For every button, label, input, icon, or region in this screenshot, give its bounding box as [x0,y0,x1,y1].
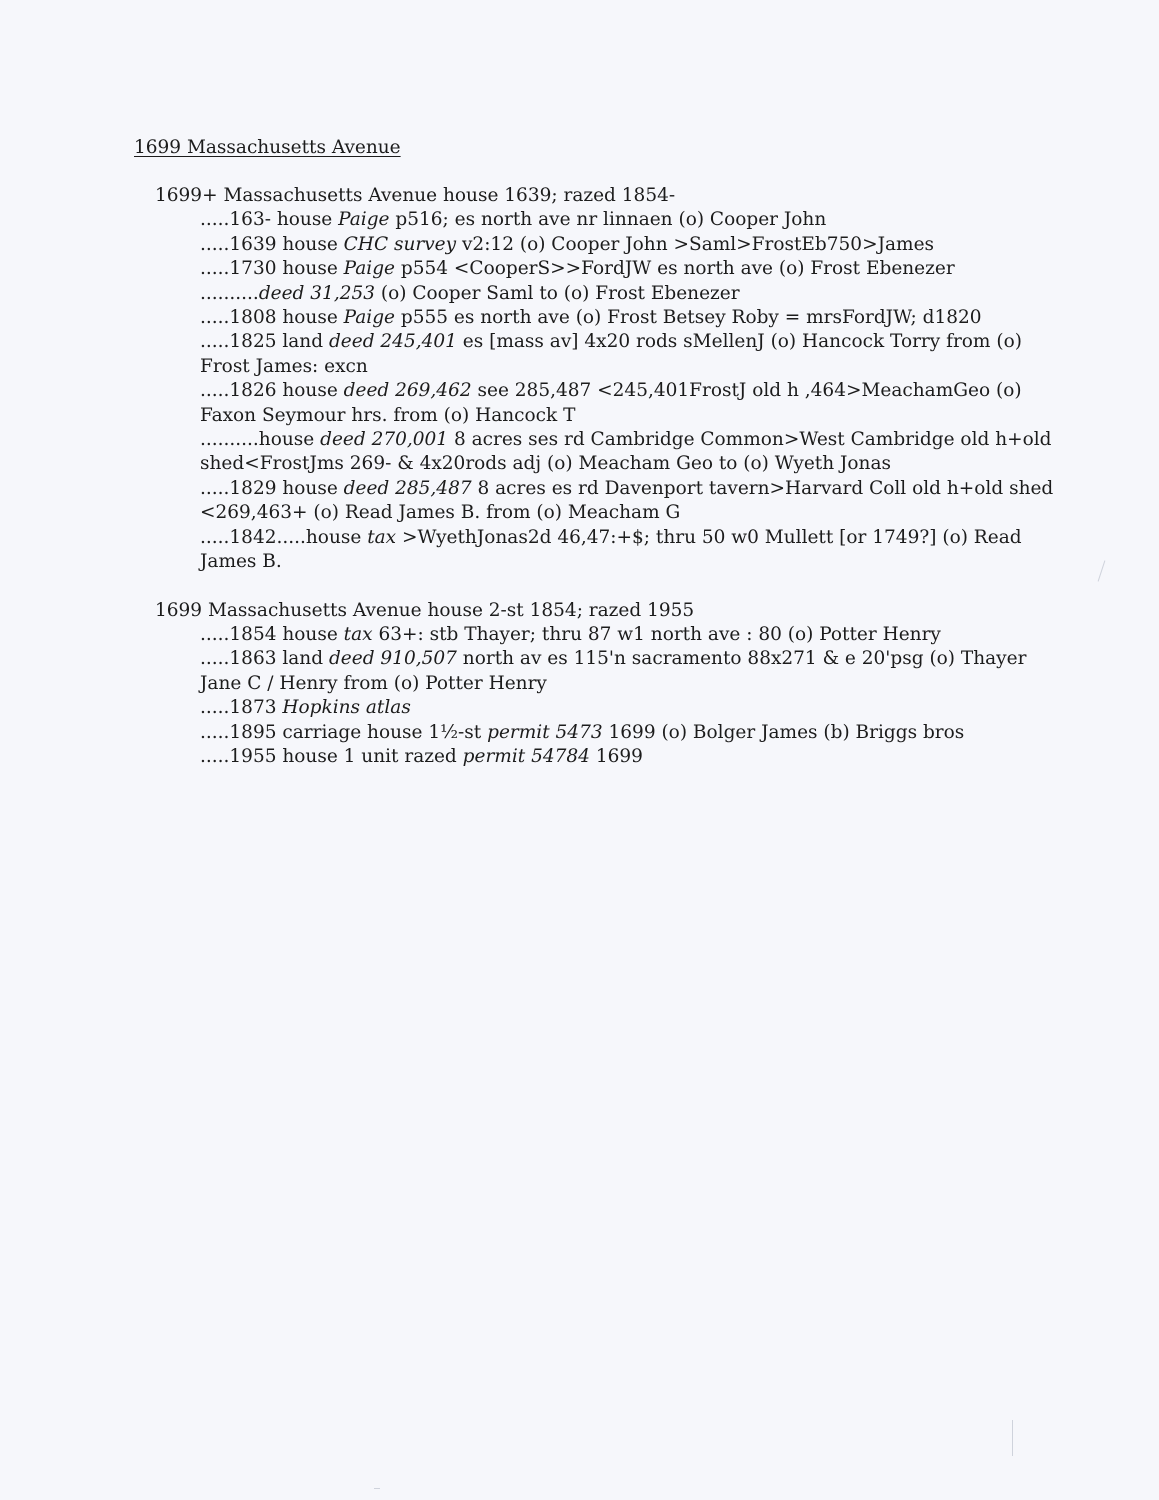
section-1639-house [134,184,1059,575]
entry-row: ..........house deed 270,001 8 acres ses rd Cambridge Common>West Cambridge old h+old shed<FrostJms 269- & 4x20rods adj (o) Meacham Geo to (o) Wyeth Jonas [200,429,1052,475]
entry-row: ..........deed 31,253 (o) Cooper Saml to (o) Frost Ebenezer [200,282,740,304]
entry-row: .....1826 house deed 269,462 see 285,487 <245,401FrostJ old h ,464>MeachamGeo (o) Faxon Seymour hrs. from (o) Hancock T [200,380,1022,426]
scan-mark [1098,560,1106,581]
entry-row: .....1955 house 1 unit razed permit 54784 1699 [200,745,643,767]
entry-row: .....1829 house deed 285,487 8 acres es rd Davenport tavern>Harvard Coll old h+old shed <269,463+ (o) Read James B. from (o) Meacham G [200,477,1054,524]
entry-row: .....1873 Hopkins atlas [200,697,411,719]
entry-row: .....1825 land deed 245,401 es [mass av] 4x20 rods sMellenJ (o) Hancock Torry from (o) Frost James: excn [200,331,1022,377]
section-heading: 1699 Massachusetts Avenue house 2-st 1854; razed 1955 [155,599,695,621]
entry-row: .....1863 land deed 910,507 north av es 115'n sacramento 88x271 & e 20'psg (o) Thayer Jane C / Henry from (o) Potter Henry [200,648,1027,694]
scan-mark [1012,1420,1013,1456]
entry-row: .....1639 house CHC survey v2:12 (o) Cooper John >Saml>FrostEb750>James [200,233,935,255]
entry-row: .....1895 carriage house 1½-st permit 5473 1699 (o) Bolger James (b) Briggs bros [200,721,965,743]
scan-mark [374,1488,380,1489]
entry-row: .....163- house Paige p516; es north ave nr linnaen (o) Cooper John [200,209,827,231]
entry-row: .....1808 house Paige p555 es north ave (o) Frost Betsey Roby = mrsFordJW; d1820 [200,307,982,329]
section-heading: 1699+ Massachusetts Avenue house 1639; razed 1854- [155,185,676,206]
entry-row: .....1842.....house tax >WyethJonas2d 46,47:+$; thru 50 w0 Mullett [or 1749?] (o) Read James B. [200,526,1022,573]
entry-row: .....1854 house tax 63+: stb Thayer; thru 87 w1 north ave : 80 (o) Potter Henry [200,623,941,645]
entry-row: .....1730 house Paige p554 <CooperS>>FordJW es north ave (o) Frost Ebenezer [200,258,955,280]
section-1854-house [134,599,1059,770]
document-title: 1699 Massachusetts Avenue [134,137,401,158]
